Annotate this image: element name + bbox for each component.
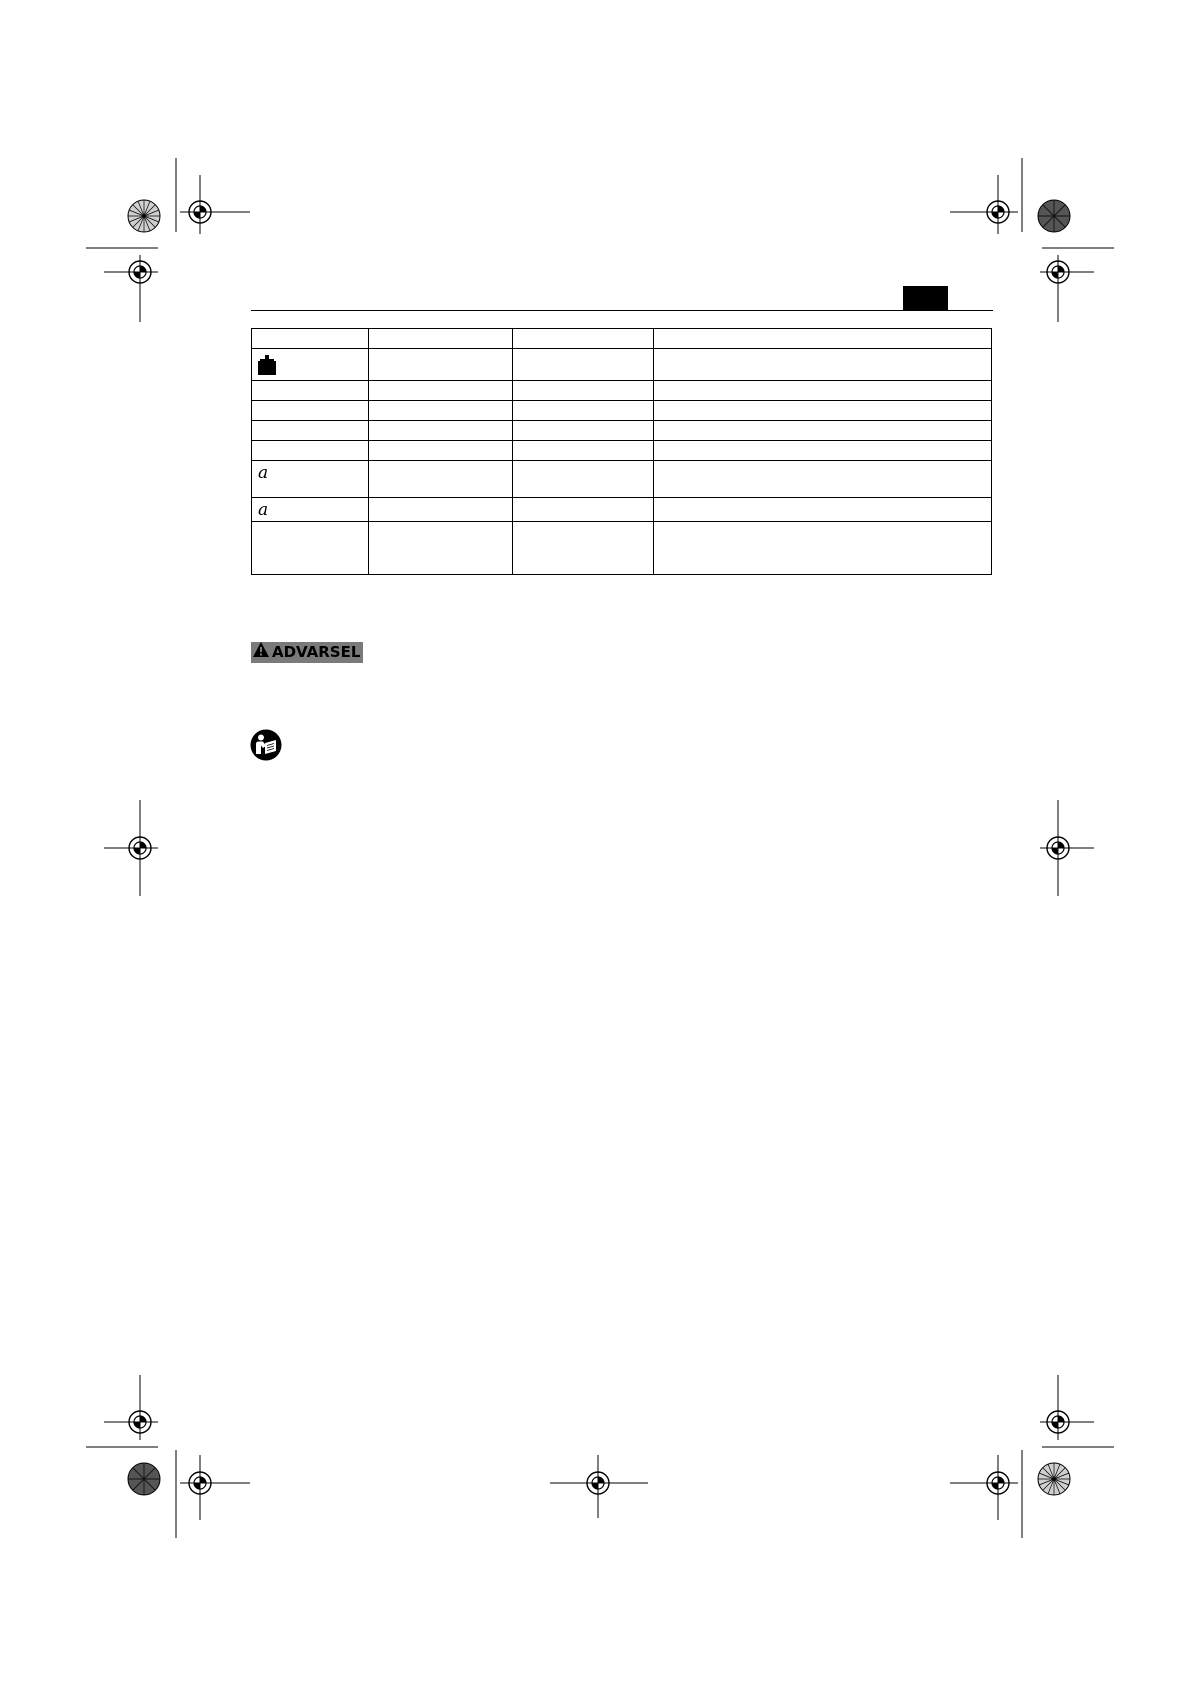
table-row xyxy=(252,441,992,461)
acceleration-symbol: a xyxy=(258,463,269,483)
table-cell-symbol xyxy=(252,401,369,421)
spec-table xyxy=(251,328,992,575)
table-cell xyxy=(513,522,654,575)
table-cell xyxy=(369,441,513,461)
table-cell xyxy=(369,401,513,421)
table-row xyxy=(252,461,992,498)
crosshair-mark-ml xyxy=(104,800,158,896)
table-cell xyxy=(654,349,992,381)
table-cell xyxy=(654,401,992,421)
table-cell-symbol xyxy=(252,461,369,498)
crosshair-mark-tl-1 xyxy=(180,175,250,234)
table-cell xyxy=(654,381,992,401)
color-wheel-br xyxy=(1038,1463,1070,1495)
warning-triangle-icon xyxy=(253,642,269,663)
color-wheel-bl xyxy=(128,1463,160,1495)
crosshair-mark-br-1 xyxy=(1040,1375,1094,1440)
table-cell xyxy=(369,421,513,441)
color-wheel-tl xyxy=(128,200,160,232)
table-row xyxy=(252,349,992,381)
read-manual-icon xyxy=(250,729,282,766)
crosshair-mark-mr xyxy=(1040,800,1094,896)
table-header-cell xyxy=(513,329,654,349)
crosshair-mark-bl-2 xyxy=(180,1455,250,1520)
table-cell xyxy=(654,498,992,522)
table-row xyxy=(252,421,992,441)
table-cell xyxy=(513,498,654,522)
table-cell xyxy=(369,381,513,401)
table-cell xyxy=(369,461,513,498)
crosshair-mark-bc xyxy=(550,1455,648,1518)
table-header-cell xyxy=(252,329,369,349)
table-row xyxy=(252,381,992,401)
table-cell-symbol xyxy=(252,498,369,522)
table-cell-symbol xyxy=(252,381,369,401)
warning-badge xyxy=(251,642,363,663)
table-cell xyxy=(654,441,992,461)
table-row xyxy=(252,401,992,421)
weight-icon xyxy=(258,355,276,378)
crosshair-mark-tl-2 xyxy=(104,255,158,322)
table-cell xyxy=(654,522,992,575)
crosshair-mark-bl-1 xyxy=(104,1375,158,1440)
table-cell-symbol xyxy=(252,441,369,461)
table-cell xyxy=(513,349,654,381)
table-cell-symbol xyxy=(252,522,369,575)
table-cell-symbol xyxy=(252,349,369,381)
table-cell xyxy=(513,401,654,421)
table-header-cell xyxy=(654,329,992,349)
language-tab xyxy=(903,286,948,310)
warning-label: ADVARSEL xyxy=(272,643,361,661)
acceleration-symbol: a xyxy=(258,500,269,520)
table-row xyxy=(252,498,992,522)
table-cell-symbol xyxy=(252,421,369,441)
crosshair-mark-tr-2 xyxy=(1040,255,1094,322)
table-cell xyxy=(654,461,992,498)
table-cell xyxy=(513,421,654,441)
table-cell xyxy=(513,461,654,498)
table-cell xyxy=(513,381,654,401)
table-row xyxy=(252,522,992,575)
table-header-row xyxy=(252,329,992,349)
crosshair-mark-tr-1 xyxy=(950,175,1018,234)
table-header-cell xyxy=(369,329,513,349)
table-cell xyxy=(369,498,513,522)
table-cell xyxy=(654,421,992,441)
table-cell xyxy=(369,349,513,381)
crosshair-mark-br-2 xyxy=(950,1455,1018,1520)
table-cell xyxy=(513,441,654,461)
color-wheel-tr xyxy=(1038,200,1070,232)
header-rule xyxy=(251,310,993,311)
table-cell xyxy=(369,522,513,575)
